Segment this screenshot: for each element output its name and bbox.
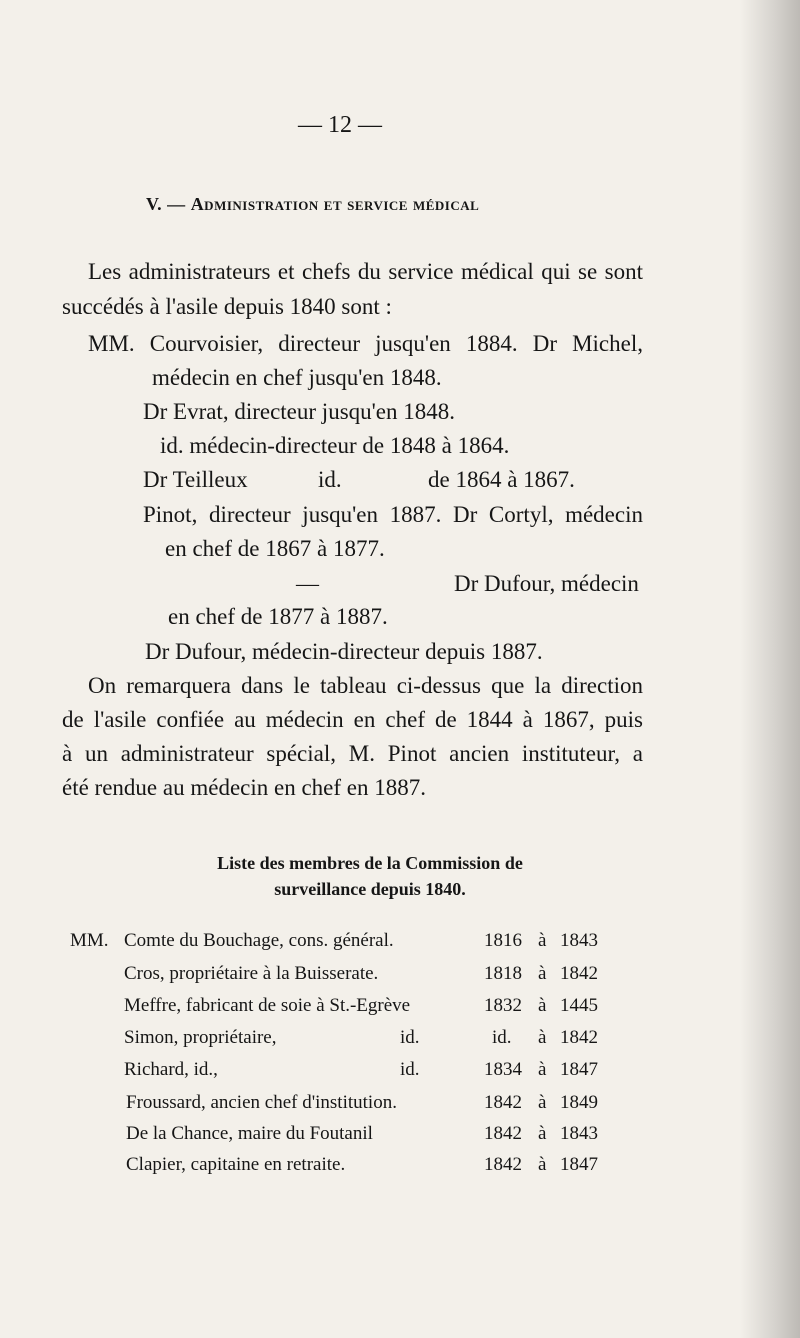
member-to: 1843 — [560, 1123, 598, 1144]
commission-list-title — [90, 850, 650, 902]
commission-title-line-2: surveillance depuis 1840. — [274, 879, 466, 899]
member-name: Richard, id., — [124, 1059, 218, 1080]
member-to: 1843 — [560, 930, 598, 951]
staff-line-3: Dr Evrat, directeur jusqu'en 1848. — [143, 399, 455, 424]
member-sep: à — [538, 995, 547, 1016]
staff-line-10: Dr Dufour, médecin-directeur depuis 1887. — [145, 639, 543, 664]
member-from: id. — [492, 1027, 512, 1048]
member-sep: à — [538, 930, 547, 951]
intro-line-1: Les administrateurs et chefs du service médical qui se sont — [88, 259, 643, 284]
section-heading — [146, 194, 479, 215]
member-ditto: id. — [400, 1027, 420, 1048]
commission-row — [0, 963, 800, 996]
section-numeral: V. — — [146, 194, 186, 214]
commission-row — [0, 1123, 800, 1156]
remark-line-2: de l'asile confiée au médecin en chef de 1844 à 1867, puis — [62, 707, 643, 732]
staff-line-8-dash: — — [296, 571, 319, 596]
member-from: 1842 — [484, 1154, 522, 1175]
commission-row — [0, 1027, 800, 1060]
member-ditto: id. — [400, 1059, 420, 1080]
staff-line-6: Pinot, directeur jusqu'en 1887. Dr Cortyl, médecin — [143, 502, 643, 527]
member-to: 1842 — [560, 1027, 598, 1048]
member-name: Meffre, fabricant de soie à St.-Egrève — [124, 995, 411, 1016]
member-to: 1847 — [560, 1154, 598, 1175]
member-name: De la Chance, maire du Foutanil — [126, 1123, 373, 1144]
member-from: 1818 — [484, 963, 522, 984]
remark-line-1: On remarquera dans le tableau ci-dessus que la direction — [88, 673, 643, 698]
member-name: Froussard, ancien chef d'institution. — [126, 1092, 397, 1113]
member-from: 1816 — [484, 930, 522, 951]
member-sep: à — [538, 1027, 547, 1048]
member-to: 1842 — [560, 963, 598, 984]
remark-line-4: été rendue au médecin en chef en 1887. — [62, 775, 426, 800]
member-from: 1842 — [484, 1092, 522, 1113]
member-to: 1445 — [560, 995, 598, 1016]
intro-line-2: succédés à l'asile depuis 1840 sont : — [62, 294, 392, 319]
member-to: 1849 — [560, 1092, 598, 1113]
member-sep: à — [538, 963, 547, 984]
member-sep: à — [538, 1092, 547, 1113]
commission-row — [0, 1092, 800, 1125]
member-from: 1842 — [484, 1123, 522, 1144]
commission-prefix: MM. — [70, 930, 109, 951]
member-from: 1834 — [484, 1059, 522, 1080]
section-title: Administration et service médical — [190, 194, 480, 214]
member-name: Simon, propriétaire, — [124, 1027, 277, 1048]
commission-title-line-1: Liste des membres de la Commission de — [217, 853, 523, 873]
member-name: Comte du Bouchage, cons. général. — [124, 930, 394, 951]
member-sep: à — [538, 1123, 547, 1144]
staff-line-9: en chef de 1877 à 1887. — [168, 604, 388, 629]
staff-line-7: en chef de 1867 à 1877. — [165, 536, 385, 561]
member-sep: à — [538, 1059, 547, 1080]
remark-line-3: à un administrateur spécial, M. Pinot ancien instituteur, a — [62, 741, 643, 766]
commission-row — [0, 995, 800, 1028]
commission-row — [0, 1059, 800, 1092]
staff-line-5-dates: de 1864 à 1867. — [428, 467, 575, 492]
staff-line-8-name: Dr Dufour, médecin — [454, 571, 639, 596]
page-number: — 12 — — [298, 112, 382, 138]
staff-line-5-name: Dr Teilleux — [143, 467, 248, 492]
commission-row — [0, 930, 800, 963]
member-name: Clapier, capitaine en retraite. — [126, 1154, 346, 1175]
member-sep: à — [538, 1154, 547, 1175]
staff-line-1: MM. Courvoisier, directeur jusqu'en 1884. Dr Michel, — [88, 331, 643, 356]
staff-line-2: médecin en chef jusqu'en 1848. — [152, 365, 442, 390]
commission-row — [0, 1154, 800, 1187]
member-from: 1832 — [484, 995, 522, 1016]
staff-line-5-ditto: id. — [318, 467, 342, 492]
member-to: 1847 — [560, 1059, 598, 1080]
staff-line-4: id. médecin-directeur de 1848 à 1864. — [160, 433, 510, 458]
member-name: Cros, propriétaire à la Buisserate. — [124, 963, 379, 984]
